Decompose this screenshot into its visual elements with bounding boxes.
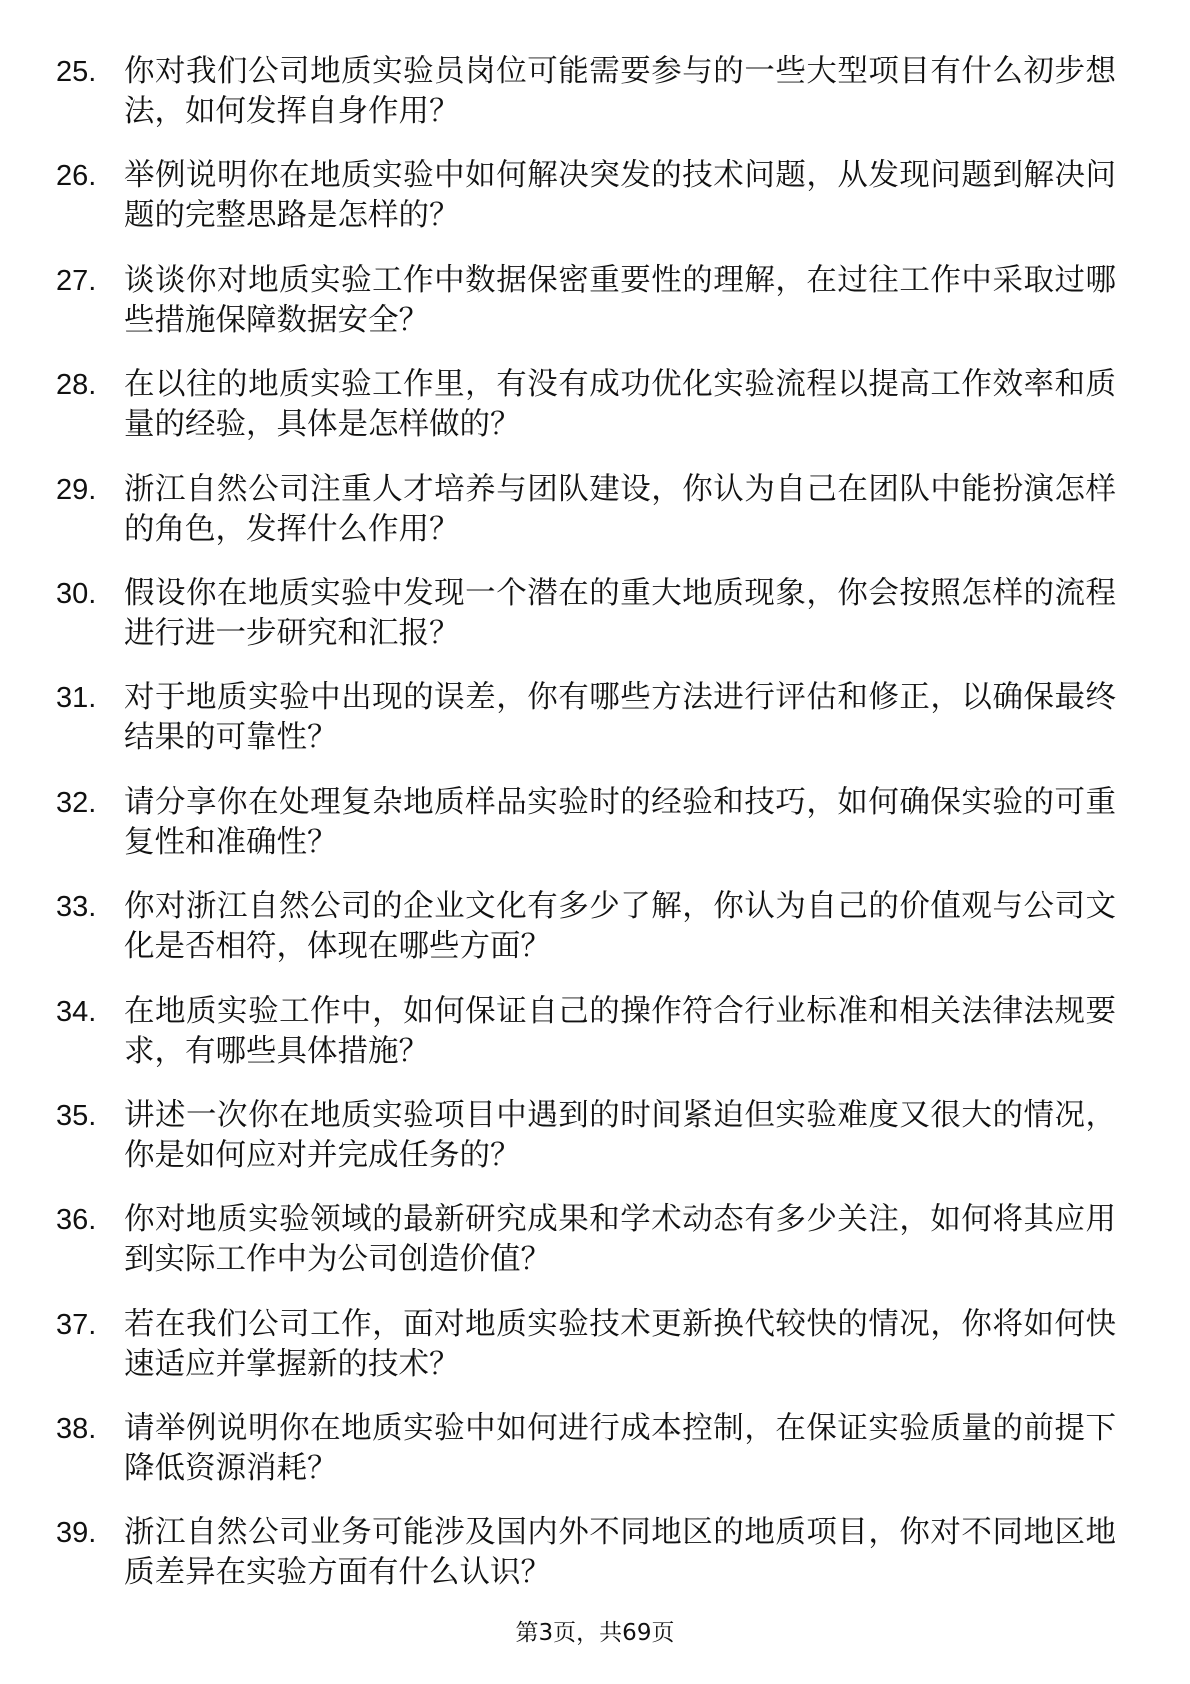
question-number: 32. [56, 786, 97, 819]
question-number: 27. [56, 264, 97, 297]
question-item [56, 261, 1116, 365]
question-item [56, 156, 1116, 260]
question-item [56, 1409, 1116, 1513]
question-text: 请分享你在处理复杂地质样品实验时的经验和技巧，如何确保实验的可重复性和准确性？ [124, 784, 1116, 860]
question-list [56, 52, 1116, 1618]
question-text: 你对地质实验领域的最新研究成果和学术动态有多少关注，如何将其应用到实际工作中为公司创造价值？ [124, 1202, 1116, 1278]
question-number: 35. [56, 1099, 97, 1132]
question-text: 假设你在地质实验中发现一个潜在的重大地质现象，你会按照怎样的流程进行进一步研究和汇报？ [124, 575, 1116, 651]
question-number: 34. [56, 995, 97, 1028]
question-text: 谈谈你对地质实验工作中数据保密重要性的理解，在过往工作中采取过哪些措施保障数据安全？ [124, 262, 1116, 338]
question-item [56, 470, 1116, 574]
question-text: 你对浙江自然公司的企业文化有多少了解，你认为自己的价值观与公司文化是否相符，体现在哪些方面？ [124, 889, 1116, 965]
question-item [56, 1305, 1116, 1409]
question-number: 37. [56, 1308, 97, 1341]
question-number: 31. [56, 682, 97, 715]
question-text: 在以往的地质实验工作里，有没有成功优化实验流程以提高工作效率和质量的经验，具体是怎样做的？ [124, 367, 1116, 443]
question-number: 33. [56, 891, 97, 924]
question-number: 39. [56, 1517, 97, 1550]
question-item [56, 887, 1116, 991]
question-item [56, 365, 1116, 469]
question-item [56, 1200, 1116, 1304]
question-text: 讲述一次你在地质实验项目中遇到的时间紧迫但实验难度又很大的情况，你是如何应对并完成任务的？ [124, 1097, 1116, 1173]
page-footer: 第3页，共69页 [515, 1620, 675, 1646]
question-text: 你对我们公司地质实验员岗位可能需要参与的一些大型项目有什么初步想法，如何发挥自身作用？ [124, 54, 1116, 129]
question-number: 26. [56, 160, 97, 193]
question-text: 请举例说明你在地质实验中如何进行成本控制，在保证实验质量的前提下降低资源消耗？ [124, 1411, 1116, 1487]
question-text: 对于地质实验中出现的误差，你有哪些方法进行评估和修正，以确保最终结果的可靠性？ [124, 680, 1116, 756]
question-text: 浙江自然公司业务可能涉及国内外不同地区的地质项目，你对不同地区地质差异在实验方面有什么认识？ [124, 1515, 1116, 1591]
question-item [56, 1513, 1116, 1617]
question-text: 浙江自然公司注重人才培养与团队建设，你认为自己在团队中能扮演怎样的角色，发挥什么作用？ [124, 471, 1116, 547]
question-number: 38. [56, 1413, 97, 1446]
question-number: 29. [56, 473, 97, 506]
question-number: 30. [56, 577, 97, 610]
question-text: 举例说明你在地质实验中如何解决突发的技术问题，从发现问题到解决问题的完整思路是怎样的？ [124, 158, 1116, 234]
question-text: 若在我们公司工作，面对地质实验技术更新换代较快的情况，你将如何快速适应并掌握新的技术？ [124, 1306, 1116, 1382]
question-number: 25. [56, 56, 97, 88]
question-item [56, 678, 1116, 782]
question-item [56, 783, 1116, 887]
question-number: 36. [56, 1204, 97, 1237]
question-number: 28. [56, 369, 97, 402]
question-text: 在地质实验工作中，如何保证自己的操作符合行业标准和相关法律法规要求，有哪些具体措施？ [124, 993, 1116, 1069]
question-item [56, 1096, 1116, 1200]
question-item [56, 574, 1116, 678]
question-item [56, 52, 1116, 156]
question-item [56, 992, 1116, 1096]
